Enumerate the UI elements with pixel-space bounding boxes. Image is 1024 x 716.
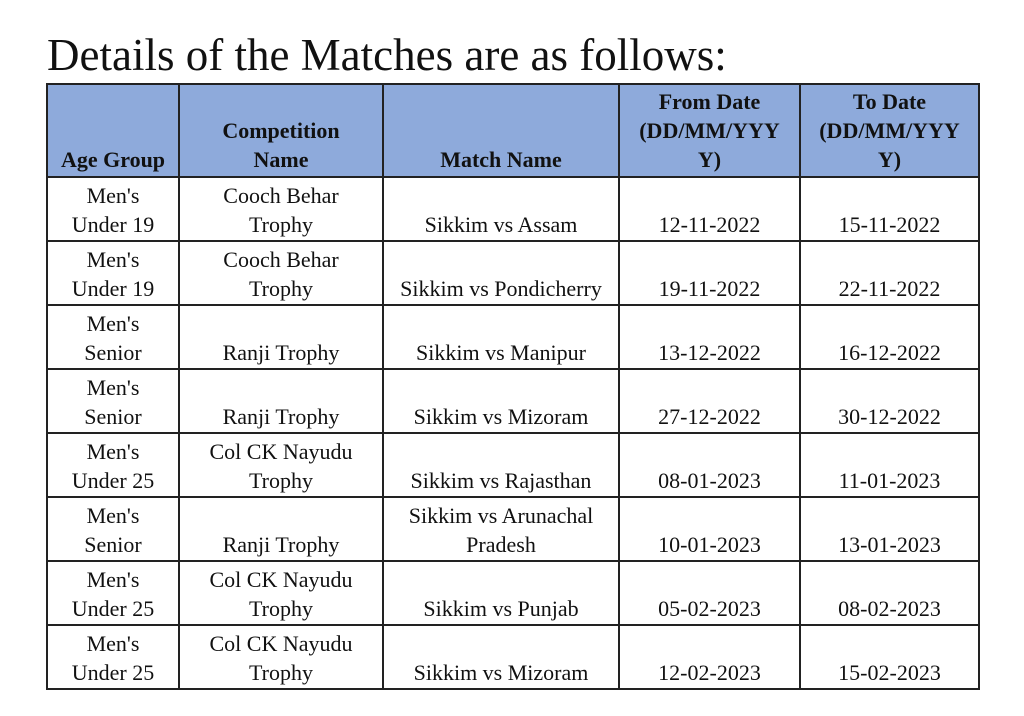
cell-from-date: 12-11-2022 <box>619 177 800 241</box>
cell-age-group: Men's Senior <box>47 497 179 561</box>
cell-from-date: 08-01-2023 <box>619 433 800 497</box>
cell-competition-name: Cooch Behar Trophy <box>179 177 383 241</box>
header-row <box>47 84 979 177</box>
cell-competition-name: Ranji Trophy <box>179 369 383 433</box>
cell-match-name: Sikkim vs Manipur <box>383 305 619 369</box>
cell-match-name: Sikkim vs Mizoram <box>383 625 619 689</box>
cell-match-name: Sikkim vs Rajasthan <box>383 433 619 497</box>
header-from-date: From Date (DD/MM/YYY Y) <box>619 84 800 177</box>
cell-age-group: Men's Under 19 <box>47 241 179 305</box>
cell-to-date: 13-01-2023 <box>800 497 979 561</box>
cell-competition-name: Ranji Trophy <box>179 497 383 561</box>
table-header <box>47 84 979 177</box>
cell-from-date: 05-02-2023 <box>619 561 800 625</box>
cell-to-date: 15-11-2022 <box>800 177 979 241</box>
table-row <box>47 177 979 241</box>
cell-match-name: Sikkim vs Assam <box>383 177 619 241</box>
cell-match-name: Sikkim vs Arunachal Pradesh <box>383 497 619 561</box>
page-title: Details of the Matches are as follows: <box>47 30 727 80</box>
header-age-group: Age Group <box>47 84 179 177</box>
cell-competition-name: Col CK Nayudu Trophy <box>179 625 383 689</box>
cell-age-group: Men's Senior <box>47 369 179 433</box>
header-match-name: Match Name <box>383 84 619 177</box>
cell-match-name: Sikkim vs Punjab <box>383 561 619 625</box>
cell-age-group: Men's Under 25 <box>47 561 179 625</box>
cell-from-date: 12-02-2023 <box>619 625 800 689</box>
matches-table <box>46 83 980 690</box>
table-row <box>47 625 979 689</box>
header-competition-name: Competition Name <box>179 84 383 177</box>
cell-to-date: 16-12-2022 <box>800 305 979 369</box>
cell-to-date: 30-12-2022 <box>800 369 979 433</box>
cell-competition-name: Col CK Nayudu Trophy <box>179 433 383 497</box>
cell-competition-name: Ranji Trophy <box>179 305 383 369</box>
cell-from-date: 13-12-2022 <box>619 305 800 369</box>
cell-competition-name: Col CK Nayudu Trophy <box>179 561 383 625</box>
cell-from-date: 19-11-2022 <box>619 241 800 305</box>
cell-match-name: Sikkim vs Pondicherry <box>383 241 619 305</box>
header-to-date: To Date (DD/MM/YYY Y) <box>800 84 979 177</box>
cell-age-group: Men's Under 25 <box>47 625 179 689</box>
cell-from-date: 10-01-2023 <box>619 497 800 561</box>
table-row <box>47 433 979 497</box>
table-row <box>47 305 979 369</box>
cell-competition-name: Cooch Behar Trophy <box>179 241 383 305</box>
cell-to-date: 22-11-2022 <box>800 241 979 305</box>
cell-match-name: Sikkim vs Mizoram <box>383 369 619 433</box>
table-row <box>47 561 979 625</box>
table-row <box>47 241 979 305</box>
table-row <box>47 369 979 433</box>
cell-to-date: 15-02-2023 <box>800 625 979 689</box>
table-body <box>47 177 979 689</box>
cell-to-date: 11-01-2023 <box>800 433 979 497</box>
cell-to-date: 08-02-2023 <box>800 561 979 625</box>
cell-age-group: Men's Senior <box>47 305 179 369</box>
cell-age-group: Men's Under 19 <box>47 177 179 241</box>
cell-age-group: Men's Under 25 <box>47 433 179 497</box>
cell-from-date: 27-12-2022 <box>619 369 800 433</box>
table-row <box>47 497 979 561</box>
